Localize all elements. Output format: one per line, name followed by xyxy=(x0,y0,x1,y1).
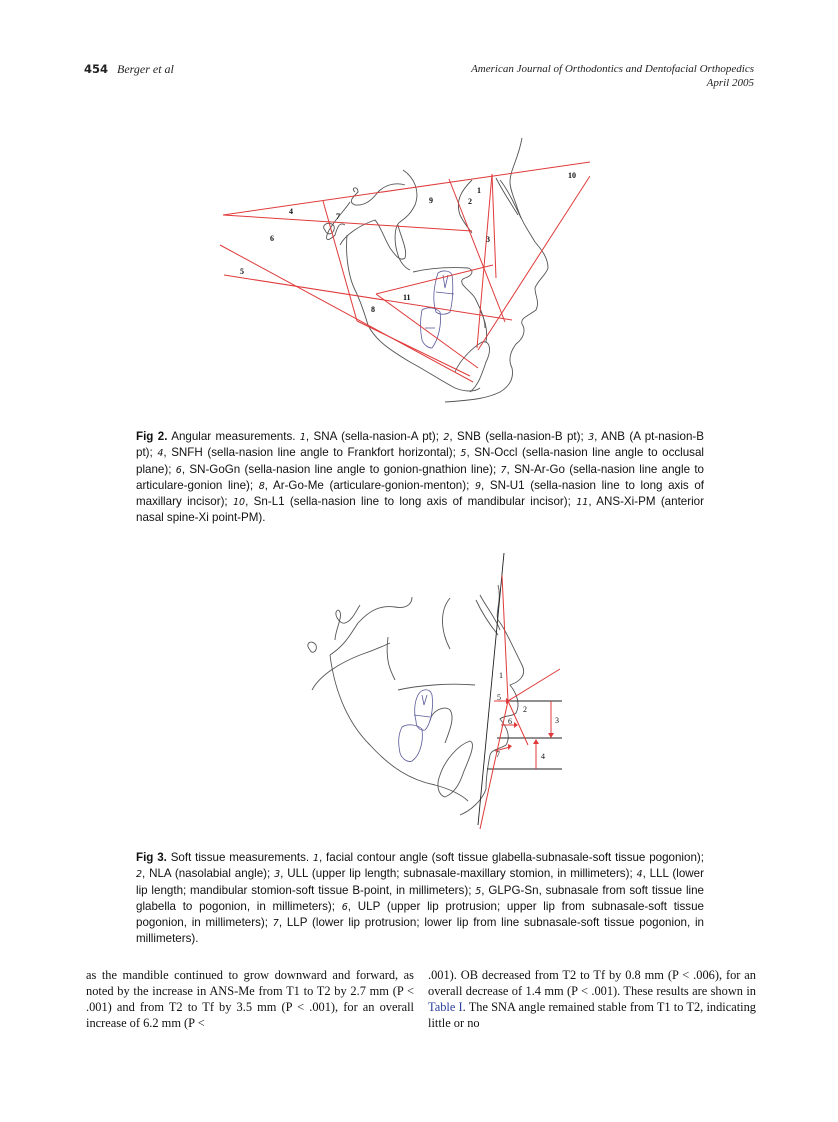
cephalometric-tracing-soft-tissue xyxy=(290,545,590,835)
fig3-label-7: 7 xyxy=(496,750,500,759)
caption-item-text: , NLA (nasolabial angle); xyxy=(142,867,275,881)
caption-item-number: 4 xyxy=(157,448,164,460)
figure-2-label: Fig 2. xyxy=(136,430,168,443)
caption-item-text: , Sn-L1 (sella-nasion line to long axis of mandibular incisor); xyxy=(245,495,577,509)
caption-item-number: 2 xyxy=(443,432,450,443)
caption-item-text: , GLPG-Sn, subnasale from soft tissue line glabella to pogonion, in millimeters); xyxy=(136,883,705,913)
caption-item-number: 3 xyxy=(274,869,281,881)
issue-date: April 2005 xyxy=(706,77,754,89)
figure-3-label: Fig 3. xyxy=(136,851,167,864)
table-i-link[interactable]: Table I xyxy=(428,1000,463,1014)
caption-item-number: 1 xyxy=(312,853,319,864)
fig2-label-10: 10 xyxy=(568,171,576,180)
fig2-label-11: 11 xyxy=(403,293,411,302)
fig2-label-1: 1 xyxy=(477,186,481,195)
caption-item-number: 6 xyxy=(341,901,348,913)
fig3-label-4: 4 xyxy=(541,752,545,761)
body-text: .001). OB decreased from T2 to Tf by 0.8 mm (P < .006), for an overall decrease of 1.4 mm (P < .001). These results are shown in xyxy=(428,968,756,998)
caption-item-number: 7 xyxy=(272,918,279,930)
caption-item-text: , ANS-Xi-PM (anterior nasal spine-Xi point-PM). xyxy=(136,495,704,525)
caption-item-text: , SNB (sella-nasion-B pt); xyxy=(449,430,589,443)
figure-2-title: Angular measurements. xyxy=(167,430,300,443)
fig2-label-4: 4 xyxy=(289,207,293,216)
caption-item-text: , SN-U1 (sella-nasion line to long axis of maxillary incisor); xyxy=(136,478,704,509)
caption-item-text: , SNA (sella-nasion-A pt); xyxy=(305,430,444,443)
fig3-label-3: 3 xyxy=(555,716,559,725)
caption-item-text: , Ar-Go-Me (articulare-gonion-menton); xyxy=(264,478,475,492)
caption-item-number: 5 xyxy=(475,885,482,897)
caption-item-number: 10 xyxy=(233,497,246,509)
caption-item-text: , SNFH (sella-nasion line angle to Frankfort horizontal); xyxy=(163,446,461,460)
caption-item-text: , ULL (upper lip length; subnasale-maxillary stomion, in millimeters); xyxy=(280,867,637,881)
caption-item-number: 3 xyxy=(588,432,595,443)
caption-item-number: 2 xyxy=(136,869,143,881)
caption-item-number: 7 xyxy=(500,464,507,476)
figure-2-angular-measurements xyxy=(210,130,590,405)
fig3-label-1: 1 xyxy=(499,671,503,680)
figure-3-title: Soft tissue measurements. xyxy=(166,851,313,864)
caption-item-text: , SN-Occl (sella-nasion line angle to occlusal plane); xyxy=(136,446,705,476)
caption-item-number: 8 xyxy=(258,480,265,492)
running-header-right xyxy=(471,62,754,90)
caption-item-text: , LLL (lower lip length; mandibular stomion-soft tissue B-point, in millimeters); xyxy=(136,867,704,897)
fig2-label-7: 7 xyxy=(336,212,340,221)
fig2-label-9: 9 xyxy=(429,196,433,205)
caption-item-number: 11 xyxy=(576,497,589,509)
caption-item-number: 5 xyxy=(460,448,467,460)
fig2-label-2: 2 xyxy=(468,197,472,206)
caption-item-text: , ANB (A pt-nasion-B pt); xyxy=(136,430,704,460)
figure-2-caption xyxy=(136,429,704,526)
fig3-label-6: 6 xyxy=(508,717,512,726)
page-number: 454 xyxy=(84,62,109,76)
running-header-left xyxy=(84,62,174,77)
body-column-left: as the mandible continued to grow downward and forward, as noted by the increase in ANS-Me from T1 to T2 by 2.7 mm (P < .001) and from T2 to Tf by 3.5 mm (P < .001), for an overall increase of 6.2 mm (P < xyxy=(86,968,414,1030)
fig3-label-5: 5 xyxy=(497,693,501,702)
fig2-label-8: 8 xyxy=(371,305,375,314)
caption-item-text: , ULP (upper lip protrusion; upper lip from subnasale-soft tissue pogonion, in millimeters); xyxy=(136,899,704,930)
caption-item-text: , LLP (lower lip protrusion; lower lip from line subnasale-soft tissue pogonion, in millimeters). xyxy=(136,916,704,946)
caption-item-text: , facial contour angle (soft tissue glabella-subnasale-soft tissue pogonion); xyxy=(319,851,704,864)
running-authors: Berger et al xyxy=(117,62,174,76)
fig3-label-2: 2 xyxy=(523,705,527,714)
caption-item-number: 1 xyxy=(299,432,306,443)
fig2-label-6: 6 xyxy=(270,234,274,243)
caption-item-text: , SN-Ar-Go (sella-nasion line angle to articulare-gonion line); xyxy=(136,462,705,492)
cephalometric-tracing-angular xyxy=(210,130,590,405)
body-column-right xyxy=(428,967,756,1031)
caption-item-number: 6 xyxy=(175,464,182,476)
caption-item-number: 9 xyxy=(474,480,481,492)
caption-item-text: , SN-GoGn (sella-nasion line angle to gonion-gnathion line); xyxy=(181,462,501,476)
caption-item-number: 4 xyxy=(636,869,643,881)
body-text: . The SNA angle remained stable from T1 to T2, indicating little or no xyxy=(428,1000,756,1030)
fig2-label-3: 3 xyxy=(486,235,490,244)
fig2-label-5: 5 xyxy=(240,267,244,276)
journal-name: American Journal of Orthodontics and Dentofacial Orthopedics xyxy=(471,63,754,75)
figure-3-caption xyxy=(136,850,704,947)
figure-3-soft-tissue-measurements xyxy=(290,545,590,835)
